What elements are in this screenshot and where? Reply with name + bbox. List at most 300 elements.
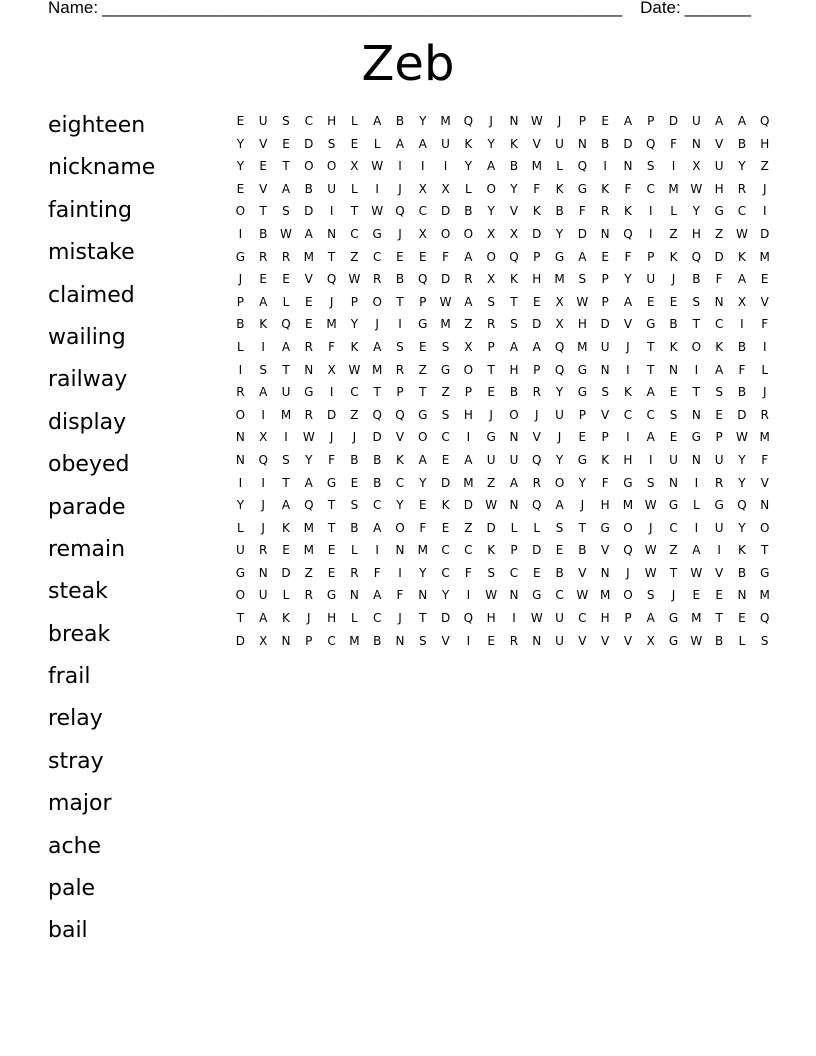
grid-cell: B (509, 159, 519, 174)
grid-cell: F (396, 588, 404, 603)
grid-cell: K (350, 339, 359, 354)
grid-cell: N (623, 159, 633, 174)
grid-cell: Y (419, 114, 427, 128)
grid-cell: T (282, 362, 290, 377)
grid-cell: J (762, 181, 767, 196)
grid-cell: S (441, 339, 450, 354)
grid-cell: Q (623, 226, 633, 241)
grid-cell: W (576, 294, 589, 309)
grid-cell: C (372, 611, 382, 626)
grid-cell: O (623, 520, 633, 535)
grid-cell: B (464, 204, 473, 219)
grid-cell: H (691, 226, 701, 241)
grid-cell: S (282, 452, 290, 467)
grid-cell: U (509, 452, 519, 467)
grid-cell: V (760, 294, 769, 309)
grid-cell: F (533, 181, 541, 196)
grid-cell: K (624, 385, 632, 400)
grid-cell: W (348, 272, 361, 287)
grid-cell: V (441, 633, 450, 648)
grid-cell: I (671, 159, 676, 174)
grid-cell: C (372, 498, 382, 513)
grid-cell: F (624, 249, 632, 264)
grid-cell: N (600, 565, 610, 580)
grid-cell: E (418, 498, 427, 513)
grid-cell: C (509, 565, 519, 580)
grid-cell: B (304, 181, 313, 196)
grid-cell: B (555, 204, 564, 219)
grid-cell: K (601, 452, 610, 467)
grid-cell: N (509, 114, 519, 128)
grid-cell: U (281, 385, 291, 400)
grid-cell: Y (236, 159, 245, 174)
grid-cell: T (373, 385, 381, 400)
grid-cell: U (669, 452, 678, 467)
grid-cell: O (440, 226, 451, 241)
grid-cell: N (532, 633, 542, 648)
grid-cell: U (555, 136, 564, 151)
grid-cell: E (487, 633, 495, 648)
grid-cell: C (464, 543, 473, 558)
grid-cell: C (441, 565, 450, 580)
grid-cell: V (304, 272, 313, 287)
grid-cell: L (510, 520, 518, 535)
grid-cell: S (510, 317, 518, 332)
grid-cell: P (533, 362, 541, 377)
grid-cell: J (329, 294, 334, 309)
grid-cell: K (510, 136, 518, 151)
grid-cell: B (737, 339, 747, 354)
grid-cell: F (715, 272, 723, 287)
grid-cell: M (668, 181, 679, 196)
grid-cell: R (464, 272, 473, 287)
grid-cell: L (282, 294, 290, 309)
grid-cell: Q (577, 159, 588, 174)
grid-cell: Z (464, 317, 473, 332)
grid-cell: G (714, 204, 724, 219)
grid-cell: R (304, 339, 313, 354)
grid-cell: I (238, 362, 243, 377)
grid-cell: A (623, 294, 633, 309)
grid-cell: A (373, 588, 382, 603)
grid-cell: E (259, 272, 267, 287)
grid-cell: F (670, 136, 677, 151)
grid-cell: N (509, 498, 519, 513)
grid-cell: H (600, 498, 610, 513)
grid-cell: A (259, 611, 268, 626)
grid-cell: F (328, 339, 336, 354)
grid-cell: K (532, 204, 541, 219)
grid-cell: S (646, 159, 655, 174)
grid-cell: J (534, 407, 539, 422)
grid-cell: A (281, 181, 291, 196)
grid-cell: Z (669, 543, 678, 558)
grid-cell: D (668, 114, 679, 128)
grid-cell: U (714, 159, 724, 174)
word-list-item: wailing (48, 324, 126, 350)
grid-cell: L (373, 136, 381, 151)
grid-cell: A (715, 362, 724, 377)
grid-cell: I (466, 430, 471, 445)
grid-cell: O (235, 204, 246, 219)
grid-cell: O (554, 475, 565, 490)
grid-cell: F (624, 181, 632, 196)
grid-cell: Y (692, 204, 700, 219)
grid-cell: U (258, 588, 268, 603)
grid-cell: N (691, 136, 701, 151)
grid-cell: D (577, 226, 587, 241)
grid-cell: D (623, 136, 633, 151)
grid-cell: V (578, 565, 587, 580)
grid-cell: B (737, 565, 747, 580)
grid-cell: T (396, 294, 404, 309)
grid-cell: N (258, 565, 268, 580)
grid-cell: Y (419, 475, 427, 490)
grid-cell: A (304, 226, 313, 241)
grid-cell: W (530, 114, 543, 128)
grid-cell: G (554, 249, 565, 264)
grid-cell: Q (760, 114, 770, 128)
grid-cell: B (373, 633, 382, 648)
grid-cell: C (669, 520, 678, 535)
grid-cell: A (555, 498, 564, 513)
grid-cell: E (282, 136, 290, 151)
grid-cell: D (532, 226, 542, 241)
grid-cell: D (737, 407, 747, 422)
grid-cell: D (440, 204, 451, 219)
grid-cell: T (715, 611, 723, 626)
grid-cell: U (555, 611, 564, 626)
grid-cell: V (509, 204, 519, 219)
grid-cell: G (600, 520, 610, 535)
grid-cell: E (669, 430, 678, 445)
grid-cell: S (282, 204, 290, 219)
grid-cell: S (487, 565, 495, 580)
grid-cell: L (351, 543, 358, 558)
grid-cell: Y (738, 159, 746, 174)
grid-cell: V (532, 430, 541, 445)
grid-cell: A (259, 294, 268, 309)
grid-cell: X (487, 226, 496, 241)
grid-cell: V (532, 136, 541, 151)
grid-cell: S (396, 339, 404, 354)
grid-cell: S (555, 520, 564, 535)
grid-cell: S (760, 633, 769, 648)
grid-cell: G (486, 430, 496, 445)
grid-cell: I (398, 317, 402, 332)
grid-cell: C (623, 407, 633, 422)
grid-cell: J (398, 226, 402, 241)
grid-cell: D (281, 565, 291, 580)
grid-cell: Q (258, 452, 268, 467)
grid-cell: M (463, 475, 474, 490)
grid-cell: G (668, 498, 679, 513)
grid-cell: H (623, 452, 633, 467)
grid-cell: A (304, 475, 313, 490)
grid-cell: H (714, 181, 724, 196)
grid-cell: G (532, 588, 542, 603)
grid-cell: J (626, 565, 630, 580)
grid-cell: I (694, 362, 699, 377)
grid-cell: L (761, 362, 769, 377)
grid-cell: A (281, 339, 291, 354)
grid-cell: Q (623, 543, 633, 558)
grid-cell: E (259, 159, 267, 174)
grid-cell: G (668, 611, 679, 626)
grid-cell: A (464, 249, 473, 264)
grid-cell: R (350, 565, 359, 580)
grid-cell: I (648, 204, 653, 219)
header (48, 0, 751, 18)
grid-cell: I (261, 339, 265, 354)
grid-cell: P (624, 611, 632, 626)
grid-cell: E (396, 249, 404, 264)
grid-cell: P (510, 543, 518, 558)
grid-cell: E (601, 249, 609, 264)
date-label: Date: (640, 0, 681, 17)
grid-cell: T (510, 294, 518, 309)
grid-cell: Y (555, 452, 564, 467)
grid-cell: M (303, 249, 314, 264)
grid-cell: M (691, 611, 702, 626)
grid-cell: X (509, 226, 519, 241)
grid-cell: R (281, 249, 291, 264)
grid-cell: M (599, 588, 611, 603)
grid-cell: P (601, 430, 609, 445)
grid-cell: J (648, 520, 653, 535)
grid-cell: W (644, 543, 657, 558)
grid-cell: J (671, 272, 676, 287)
grid-cell: Z (304, 565, 313, 580)
word-list-item: mistake (48, 240, 135, 266)
grid-cell: Q (760, 611, 770, 626)
grid-cell: E (532, 294, 541, 309)
grid-cell: A (373, 339, 382, 354)
grid-cell: C (350, 385, 359, 400)
grid-cell: B (373, 452, 382, 467)
grid-cell: Z (760, 159, 769, 174)
grid-row (229, 133, 776, 156)
grid-cell: J (238, 272, 243, 287)
grid-cell: M (440, 317, 451, 332)
grid-cell: Q (304, 498, 314, 513)
grid-cell: G (304, 385, 314, 400)
grid-cell: S (350, 498, 359, 513)
grid-cell: A (715, 114, 724, 128)
grid-cell: A (464, 452, 473, 467)
grid-cell: G (760, 565, 770, 580)
grid-cell: I (717, 543, 721, 558)
grid-cell: R (600, 204, 610, 219)
grid-cell: G (646, 317, 656, 332)
grid-cell: W (644, 565, 657, 580)
grid-cell: D (326, 407, 337, 422)
grid-cell: F (328, 452, 336, 467)
grid-cell: D (532, 317, 542, 332)
grid-row (229, 359, 776, 382)
grid-cell: E (715, 407, 723, 422)
grid-cell: B (601, 136, 610, 151)
grid-cell: P (236, 294, 245, 309)
grid-row (229, 381, 776, 404)
grid-cell: W (348, 362, 361, 377)
grid-cell: Z (669, 226, 678, 241)
grid-cell: T (647, 339, 655, 354)
grid-cell: I (284, 430, 288, 445)
grid-row (229, 517, 776, 540)
grid-row (229, 449, 776, 472)
grid-cell: C (646, 407, 655, 422)
grid-cell: V (601, 633, 610, 648)
grid-cell: E (646, 294, 655, 309)
word-list-item: major (48, 791, 112, 817)
grid-cell: A (395, 136, 405, 151)
grid-cell: G (418, 317, 428, 332)
grid-cell: M (417, 543, 428, 558)
grid-cell: T (236, 611, 245, 626)
grid-cell: E (487, 385, 495, 400)
grid-cell: E (304, 294, 313, 309)
grid-cell: M (622, 498, 634, 513)
grid-row (229, 539, 776, 562)
grid-cell: G (418, 407, 428, 422)
grid-cell: X (555, 294, 564, 309)
grid-cell: M (554, 272, 565, 287)
grid-cell: F (738, 362, 746, 377)
grid-cell: F (464, 565, 472, 580)
grid-cell: V (623, 633, 633, 648)
grid-cell: I (762, 339, 767, 354)
grid-cell: N (737, 588, 747, 603)
grid-cell: Y (396, 498, 404, 513)
grid-cell: O (760, 520, 770, 535)
grid-cell: W (371, 204, 384, 219)
grid-cell: V (578, 633, 587, 648)
grid-cell: P (647, 114, 655, 128)
grid-cell: E (282, 543, 290, 558)
grid-row (229, 268, 776, 291)
grid-cell: G (577, 385, 587, 400)
grid-cell: N (235, 452, 245, 467)
word-list-item: nickname (48, 155, 156, 181)
grid-cell: R (259, 543, 268, 558)
grid-cell: P (305, 633, 313, 648)
grid-cell: O (235, 588, 246, 603)
grid-cell: H (327, 611, 337, 626)
grid-cell: U (486, 452, 496, 467)
grid-cell: M (326, 317, 337, 332)
grid-cell: L (351, 611, 358, 626)
grid-cell: T (327, 249, 336, 264)
grid-row (229, 178, 776, 201)
grid-cell: I (626, 362, 630, 377)
grid-cell: I (648, 226, 653, 241)
grid-cell: K (601, 181, 610, 196)
grid-cell: P (533, 249, 541, 264)
grid-cell: Y (738, 452, 746, 467)
word-list-item: claimed (48, 282, 135, 308)
grid-cell: X (259, 430, 268, 445)
grid-cell: K (259, 317, 268, 332)
grid-row (229, 223, 776, 246)
grid-cell: Y (510, 181, 518, 196)
grid-cell: E (327, 543, 336, 558)
grid-cell: W (439, 294, 452, 309)
grid-cell: L (351, 114, 358, 128)
grid-cell: Q (532, 498, 542, 513)
grid-cell: A (418, 136, 427, 151)
grid-cell: A (281, 498, 291, 513)
grid-cell: X (418, 181, 427, 196)
grid-cell: T (578, 520, 587, 535)
grid-cell: I (694, 475, 699, 490)
grid-row (229, 200, 776, 223)
grid-cell: C (737, 204, 747, 219)
word-list-item: railway (48, 367, 128, 393)
grid-cell: I (648, 452, 653, 467)
grid-cell: U (600, 339, 610, 354)
grid-cell: I (466, 588, 471, 603)
grid-cell: J (329, 430, 334, 445)
grid-cell: Y (350, 317, 359, 332)
grid-cell: E (350, 475, 359, 490)
grid-cell: V (715, 565, 724, 580)
grid-cell: T (419, 611, 427, 626)
grid-cell: X (464, 339, 473, 354)
grid-cell: P (487, 339, 495, 354)
grid-cell: T (327, 520, 336, 535)
grid-cell: X (350, 159, 359, 174)
grid-cell: D (440, 475, 451, 490)
grid-cell: J (489, 407, 493, 422)
grid-cell: W (302, 430, 315, 445)
grid-cell: J (307, 611, 311, 626)
grid-cell: H (509, 362, 519, 377)
grid-cell: N (327, 226, 337, 241)
grid-cell: B (395, 272, 405, 287)
grid-cell: C (441, 430, 450, 445)
grid-cell: T (259, 204, 267, 219)
grid-row (229, 494, 776, 517)
grid-cell: U (714, 452, 724, 467)
grid-cell: R (236, 385, 245, 400)
grid-cell: G (326, 475, 337, 490)
grid-cell: F (601, 475, 609, 490)
grid-cell: E (236, 181, 245, 196)
grid-cell: H (577, 317, 587, 332)
grid-row (229, 584, 776, 607)
grid-cell: I (694, 520, 699, 535)
grid-cell: U (441, 136, 450, 151)
grid-cell: M (759, 249, 770, 264)
grid-cell: S (646, 588, 655, 603)
word-list-item: stray (48, 748, 104, 774)
word-list-item: obeyed (48, 452, 130, 478)
grid-cell: E (418, 249, 427, 264)
grid-cell: U (258, 114, 268, 128)
grid-cell: O (463, 362, 474, 377)
grid-cell: A (737, 114, 747, 128)
grid-cell: A (737, 272, 747, 287)
grid-cell: C (350, 226, 359, 241)
grid-cell: U (691, 114, 701, 128)
grid-cell: P (715, 430, 723, 445)
grid-cell: B (236, 317, 245, 332)
grid-cell: T (350, 204, 359, 219)
grid-cell: T (761, 543, 769, 558)
grid-cell: A (623, 114, 633, 128)
grid-cell: K (487, 543, 496, 558)
